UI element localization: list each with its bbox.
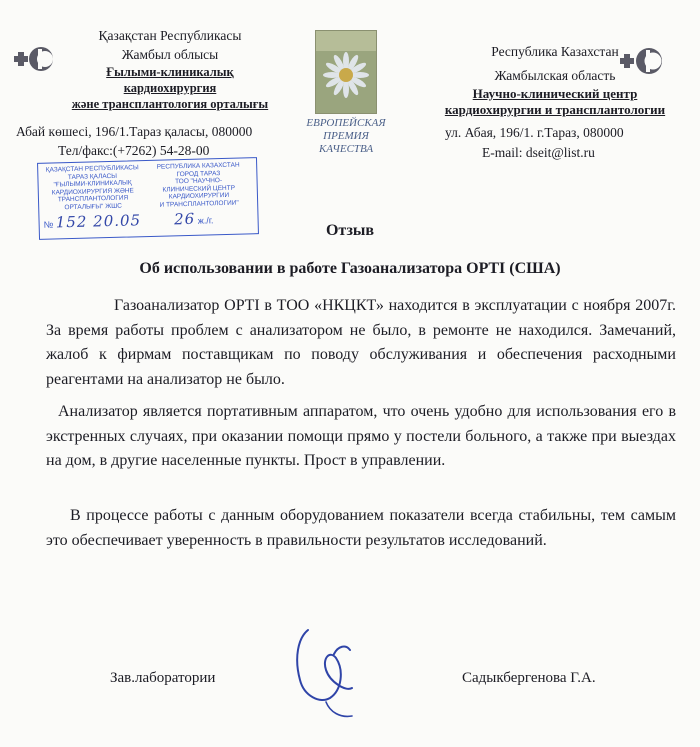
document-subtitle: Об использовании в работе Газоанализатора OPTI (США) (139, 260, 561, 277)
stamp-left-line: ТРАНСПЛАНТОЛОГИЯ (57, 194, 129, 204)
stamp-left-line: КАРДИОХИРУРГИЯ ЖӘНЕ (51, 186, 134, 197)
header-left-region: Жамбыл облысы (121, 47, 219, 62)
signer-position: Зав.лаборатории (110, 670, 216, 686)
header-right-org-line2: кардиохирургии и трансплантологии (444, 102, 666, 117)
header-left (60, 26, 280, 112)
header-right-country: Республика Казахстан (491, 44, 619, 59)
header-left-country: Қазақстан Республикасы (98, 28, 242, 43)
stamp-year-handwritten: 26 (173, 209, 196, 229)
stamp-right-line: РЕСПУБЛИКА КАЗАХСТАН (156, 161, 240, 171)
signer-name: Садыкбергенова Г.А. (462, 670, 596, 686)
stamp-left-line: ОРТАЛЫҒЫ" ЖШС (64, 202, 122, 211)
handwritten-signature (286, 618, 366, 728)
flower-award-icon (315, 30, 377, 114)
stamp-right-line: КЛИНИЧЕСКИЙ ЦЕНТР (162, 184, 236, 194)
header-right-region: Жамбылская область (494, 68, 616, 83)
award-caption (293, 117, 399, 156)
body-paragraph: Газоанализатор OPTI в ТОО «НКЦКТ» находится в эксплуатации с ноября 2007г. За время работы проблем с анализатором не было, в ремонте не находился. Замечаний, жалоб к фирмам поставщикам по поводу обслуживания и обеспечения расходными реагентами на анализатор не было. (46, 297, 676, 388)
award-caption-line1: ЕВРОПЕЙСКАЯ ПРЕМИЯ (306, 117, 386, 142)
stamp-left-line: ҚАЗАҚСТАН РЕСПУБЛИКАСЫ (45, 164, 139, 174)
stamp-left-text (40, 164, 145, 212)
header-right-address: ул. Абая, 196/1. г.Тараз, 080000 (445, 125, 624, 140)
stamp-year-suffix: ж./г. (197, 215, 214, 226)
award-emblem (293, 30, 399, 156)
header-right-email: E-mail: dseit@list.ru (482, 145, 595, 160)
stamp-right-text (146, 161, 251, 209)
stamp-left-line: ТАРАЗ ҚАЛАСЫ (67, 172, 118, 181)
stamp-left-line: "ҒЫЛЫМИ-КЛИНИКАЛЫҚ (53, 179, 132, 189)
header-right-org-line1: Научно-клинический центр (472, 86, 638, 101)
header-left-org-line1: Ғылыми-клиникалық кардиохирургия (106, 65, 234, 95)
body-paragraph: В процессе работы с данным оборудованием показатели всегда стабильны, тем самым это обеспечивает уверенность в правильности результатов исследований. (46, 507, 676, 549)
stamp-right-line: ТОО "НАУЧНО- (174, 177, 223, 186)
header-left-address: Абай көшесі, 196/1.Тараз қаласы, 080000 (16, 124, 253, 139)
award-caption-line2: КАЧЕСТВА (318, 143, 374, 155)
stamp-right-line: КАРДИОХИРУРГИИ (168, 191, 230, 201)
header-left-phone: Тел/факс:(+7262) 54-28-00 (58, 143, 210, 158)
stamp-number-handwritten: 152 20.05 (55, 211, 142, 232)
header-right (430, 42, 680, 118)
center-logo-icon (14, 44, 54, 76)
header-left-org-line2: және трансплантология орталығы (71, 97, 269, 111)
body-paragraph: Анализатор является портативным аппаратом, что очень удобно для использования его в экстренных случаях, при оказании помощи прямо у постели больного, а также при выездах на дом, в другие населенные пункты. Прост в управлении. (46, 403, 676, 469)
stamp-right-line: ГОРОД ТАРАЗ (176, 169, 221, 178)
document-title: Отзыв (325, 222, 375, 239)
stamp-number-prefix: № (43, 219, 54, 230)
stamp-right-line: И ТРАНСПЛАНТОЛОГИИ" (159, 199, 239, 209)
